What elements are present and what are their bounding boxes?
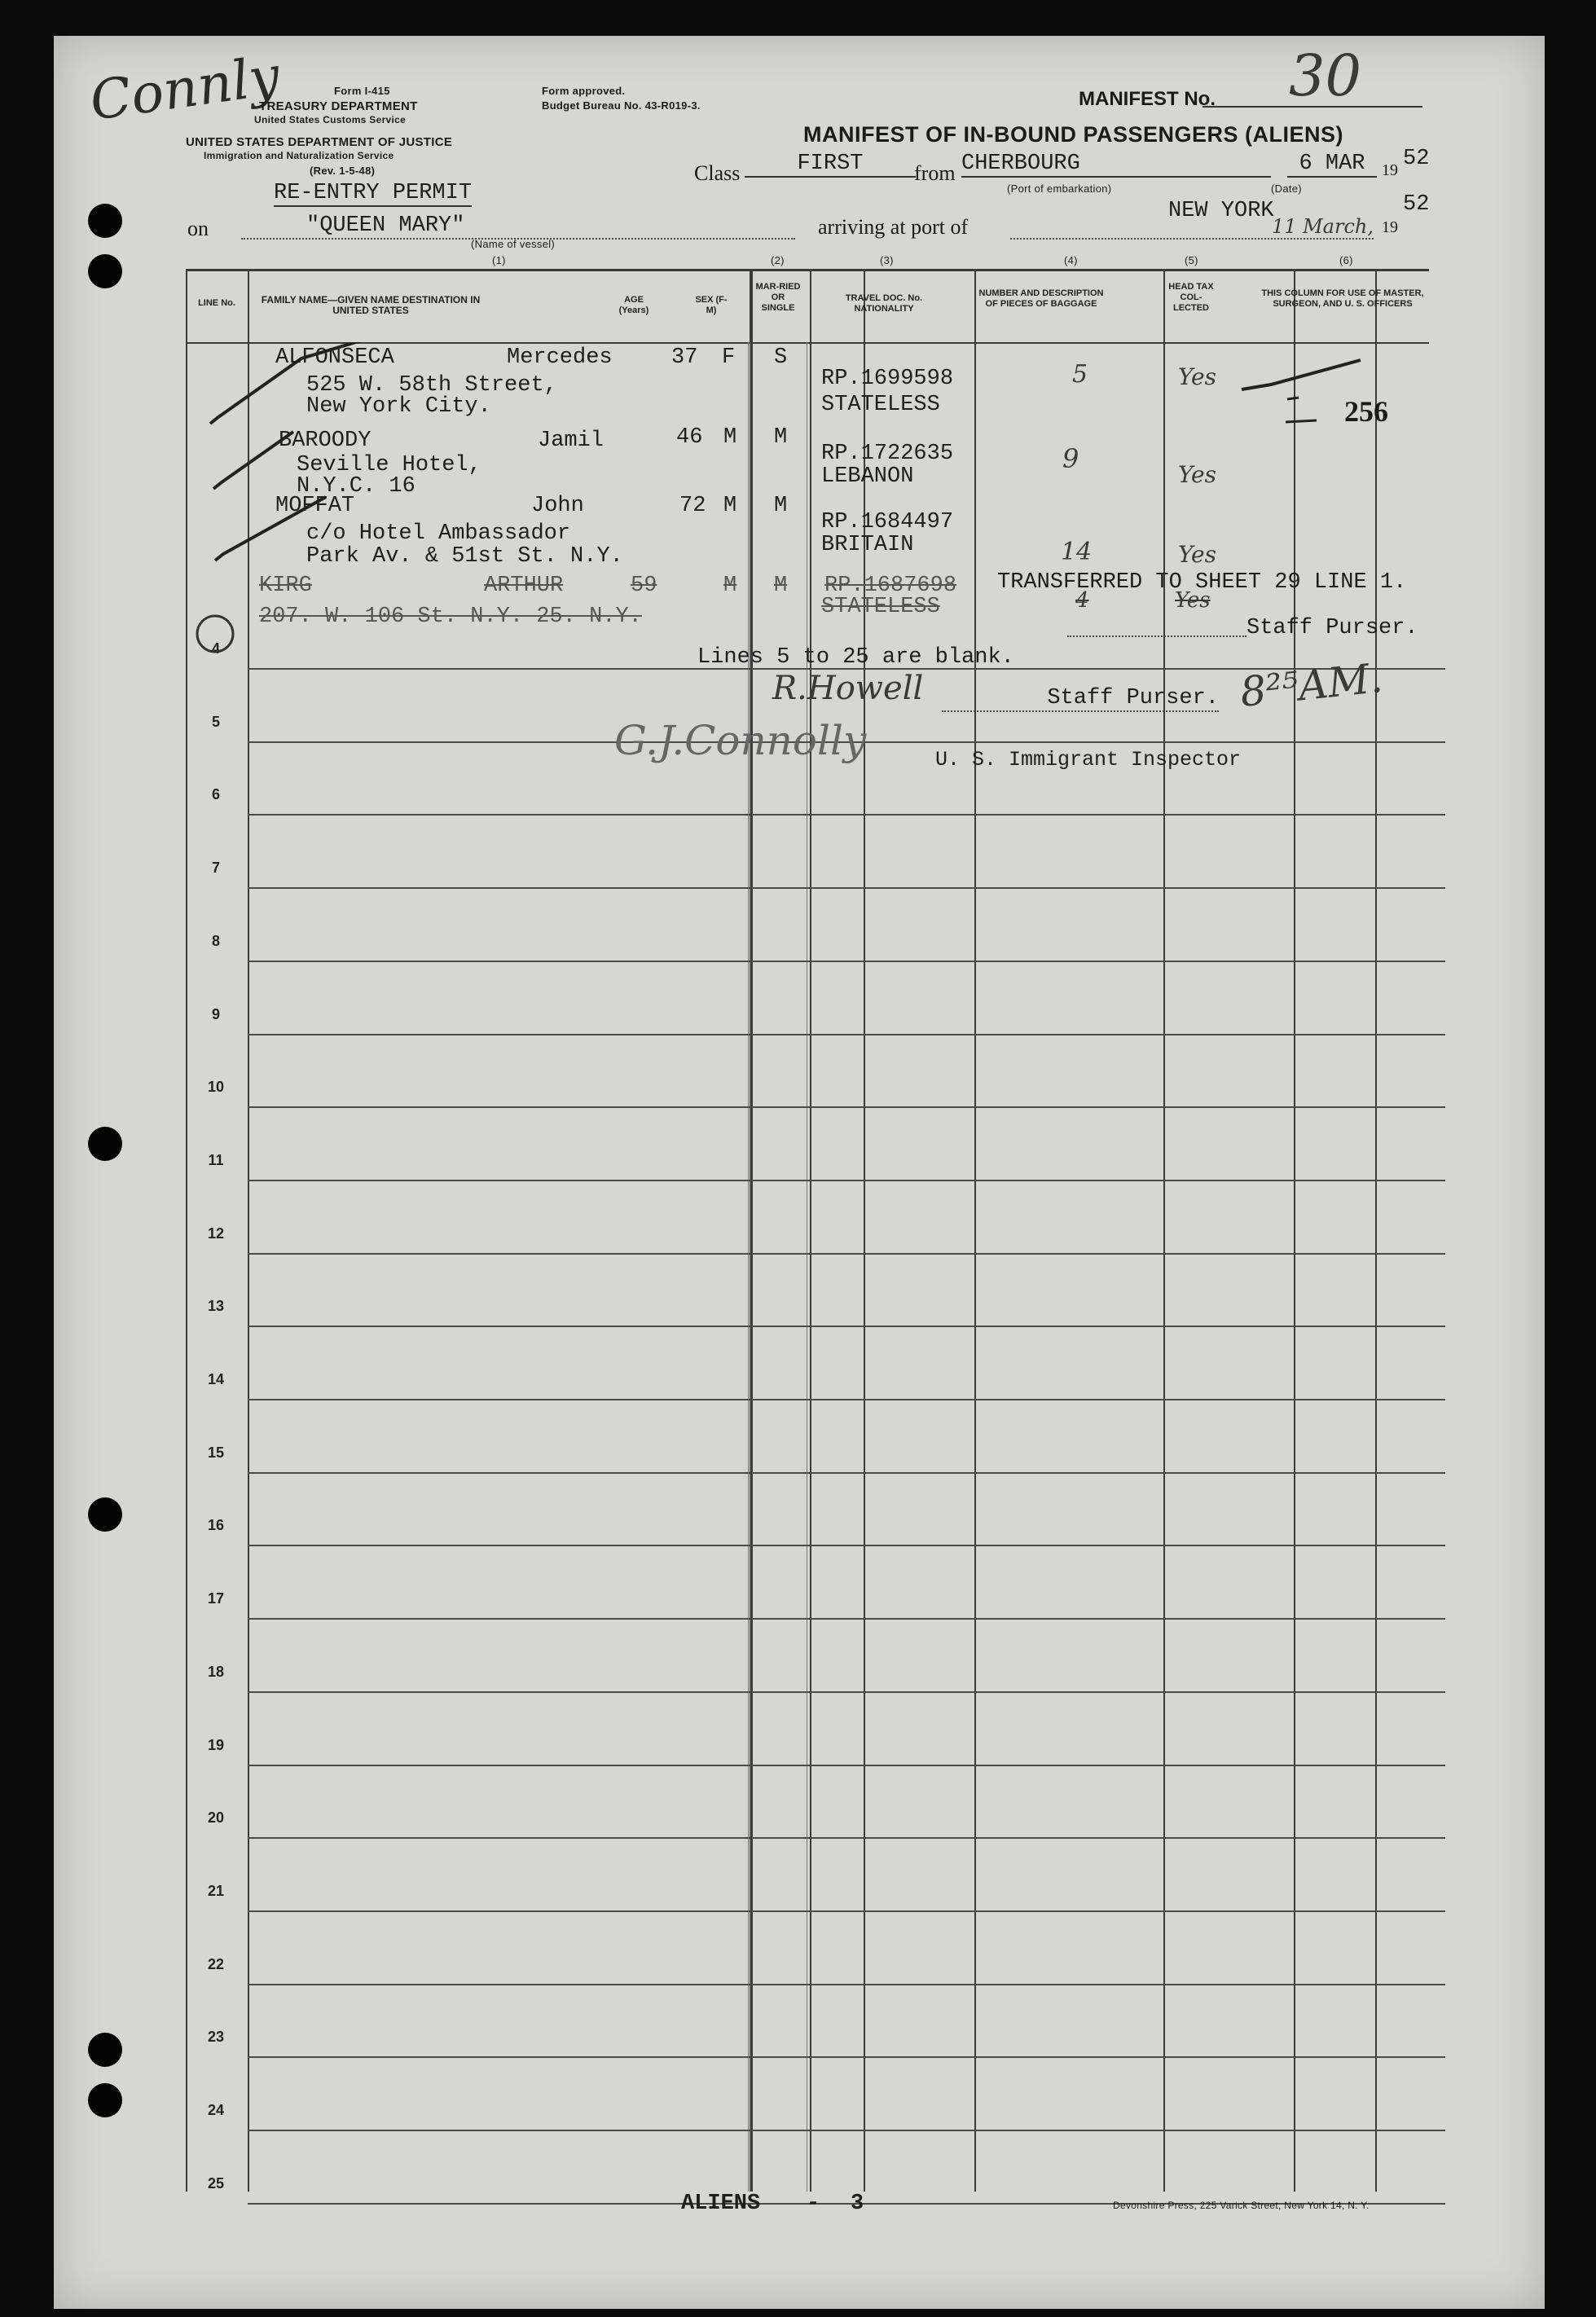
row-rule	[248, 1472, 1445, 1474]
row-rule	[248, 1984, 1445, 1985]
binder-hole	[88, 204, 122, 238]
row-rule	[248, 2130, 1445, 2131]
arrival-year-prefix: 19	[1382, 218, 1398, 236]
row-rule	[248, 1253, 1445, 1255]
line-number: 22	[207, 1956, 225, 1972]
agency-justice: UNITED STATES DEPARTMENT OF JUSTICE	[186, 135, 453, 149]
header-sex: SEX (F-M)	[695, 295, 728, 315]
passenger-2-tax: Yes	[1178, 461, 1216, 488]
passenger-3-nationality: BRITAIN	[821, 533, 914, 557]
passenger-1-given: Mercedes	[507, 345, 613, 370]
arrival-time: 8²⁵AM.	[1238, 654, 1385, 716]
struck-sex: M	[723, 574, 737, 598]
passenger-3-doc: RP.1684497	[821, 510, 954, 534]
line-number: 20	[207, 1809, 225, 1826]
binder-hole	[88, 1497, 122, 1532]
column-number: (5)	[1185, 254, 1198, 266]
passenger-3-surname: MOFFAT	[275, 494, 355, 518]
on-label: on	[187, 217, 209, 240]
passenger-1-age: 37	[671, 345, 698, 370]
passenger-1-baggage: 5	[1072, 360, 1088, 389]
passenger-3-married: M	[774, 494, 788, 518]
header-officers: THIS COLUMN FOR USE OF MASTER, SURGEON, AND U. S. OFFICERS	[1261, 288, 1424, 309]
binder-hole	[88, 254, 122, 288]
passenger-2-baggage: 9	[1062, 443, 1079, 474]
line-4-circle-icon	[192, 611, 238, 657]
passenger-3-tax: Yes	[1178, 541, 1216, 568]
row-rule	[248, 1765, 1445, 1766]
row-rule	[248, 1837, 1445, 1839]
row-rule	[248, 1034, 1445, 1035]
check-mark-icon	[213, 432, 293, 489]
struck-surname: KIRG	[259, 574, 312, 598]
row-rule	[248, 1545, 1445, 1546]
check-mark-icon	[210, 342, 367, 424]
line-number: 19	[207, 1737, 225, 1753]
line-number: 11	[208, 1152, 224, 1168]
arrival-year: 52	[1403, 192, 1430, 217]
line-number: 18	[207, 1664, 225, 1680]
passenger-3-addr1: c/o Hotel Ambassador	[306, 521, 571, 546]
agency-ins: Immigration and Naturalization Service	[204, 150, 394, 161]
footer-page: 3	[851, 2192, 864, 2216]
struck-tax: Yes	[1175, 588, 1211, 613]
passenger-2-given: Jamil	[538, 429, 605, 453]
row-rule	[248, 1180, 1445, 1181]
passenger-3-baggage: 14	[1061, 538, 1093, 566]
header-head-tax: HEAD TAX COL-LECTED	[1168, 282, 1214, 313]
manifest-number-label: MANIFEST No.	[1079, 88, 1216, 110]
header-age: AGE (Years)	[618, 295, 649, 315]
blank-lines-note: Lines 5 to 25 are blank.	[697, 645, 1014, 670]
inspector-signature: G.J.Connolly	[614, 717, 867, 764]
passenger-3-given: John	[531, 494, 584, 518]
form-number: Form I-415	[334, 85, 390, 97]
passenger-1-married: S	[774, 345, 788, 370]
row-rule	[248, 1326, 1445, 1327]
year-prefix: 19	[1382, 161, 1398, 179]
struck-nationality: STATELESS	[821, 595, 940, 619]
passenger-2-sex: M	[723, 425, 737, 450]
class-value: FIRST	[745, 152, 916, 178]
struck-baggage: 4	[1075, 588, 1089, 613]
from-label: from	[914, 161, 956, 185]
column-number: (6)	[1339, 254, 1353, 266]
row-rule	[248, 887, 1445, 889]
footer-dash: -	[807, 2192, 820, 2216]
struck-given: ARTHUR	[484, 574, 564, 598]
row-rule	[248, 961, 1445, 962]
struck-doc: RP.1687698	[824, 574, 957, 598]
line-number: 23	[207, 2029, 225, 2045]
line-number: 8	[211, 933, 220, 949]
passenger-1-addr1: 525 W. 58th Street,	[306, 373, 557, 398]
officer-check-icon	[1238, 357, 1369, 430]
agency-treasury: TREASURY DEPARTMENT	[259, 99, 418, 113]
column-number: (2)	[771, 254, 785, 266]
row-rule	[248, 1691, 1445, 1693]
passenger-2-married: M	[774, 425, 788, 450]
passenger-1-officer-note: 256	[1344, 395, 1388, 428]
passenger-2-addr1: Seville Hotel,	[297, 453, 481, 477]
port-caption: (Port of embarkation)	[1007, 182, 1112, 195]
embarkation-date: 6 MAR	[1287, 152, 1377, 178]
binder-hole	[88, 1127, 122, 1161]
passenger-1-doc: RP.1699598	[821, 367, 954, 391]
inspector-label: U. S. Immigrant Inspector	[935, 748, 1242, 772]
header-married: MAR-RIED OR SINGLE	[755, 282, 801, 313]
check-marks	[204, 342, 660, 587]
passenger-1-addr2: New York City.	[306, 394, 491, 419]
line-number: 5	[211, 714, 220, 730]
line-number: 4	[211, 640, 220, 657]
row-rule	[248, 1106, 1445, 1108]
passenger-2-doc: RP.1722635	[821, 442, 954, 466]
row-rule	[248, 1399, 1445, 1400]
header-line-no: LINE No.	[198, 298, 235, 308]
row-rule	[248, 1910, 1445, 1912]
line-number: 17	[207, 1590, 225, 1607]
passenger-1-nationality: STATELESS	[821, 393, 940, 417]
arriving-label: arriving at port of	[818, 215, 969, 239]
column-number: (4)	[1064, 254, 1078, 266]
header-name: FAMILY NAME—GIVEN NAME DESTINATION IN UNITED STATES	[261, 294, 481, 316]
struck-address: 207. W. 106 St. N.Y. 25. N.Y.	[259, 605, 642, 629]
transferred-purser: Staff Purser.	[1246, 616, 1418, 640]
agency-customs: United States Customs Service	[254, 114, 407, 125]
permit-type: RE-ENTRY PERMIT	[274, 181, 473, 205]
line-number: 6	[211, 786, 220, 802]
vessel-caption: (Name of vessel)	[471, 238, 556, 250]
passenger-2-age: 46	[676, 425, 703, 450]
passenger-2-surname: BAROODY	[279, 429, 372, 453]
transferred-note: TRANSFERRED TO SHEET 29 LINE 1.	[997, 570, 1407, 595]
row-rule	[248, 2056, 1445, 2058]
arrival-date: 11 March,	[1010, 215, 1374, 240]
passenger-1-sex: F	[722, 345, 736, 370]
row-rule	[248, 814, 1445, 816]
page-title: MANIFEST OF IN-BOUND PASSENGERS (ALIENS)	[803, 122, 1344, 147]
line-number: 21	[207, 1883, 225, 1899]
header-baggage: NUMBER AND DESCRIPTION OF PIECES OF BAGGAGE	[978, 288, 1104, 309]
passenger-2-nationality: LEBANON	[821, 464, 914, 489]
check-mark-icon	[215, 497, 326, 561]
line-number: 24	[207, 2102, 225, 2118]
passenger-3-addr2: Park Av. & 51st St. N.Y.	[306, 544, 623, 569]
passenger-3-sex: M	[723, 494, 737, 518]
corner-handwriting: Connly	[86, 44, 284, 133]
port-of-embarkation: CHERBOURG	[961, 152, 1271, 178]
line-number: 14	[207, 1371, 225, 1387]
line-number: 25	[207, 2175, 225, 2192]
line-number: 13	[207, 1298, 225, 1314]
line-number: 16	[207, 1517, 225, 1533]
form-revision: (Rev. 1-5-48)	[310, 165, 376, 177]
header-travel-doc: TRAVEL DOC. No. NATIONALITY	[845, 293, 923, 314]
purser-signature: R.Howell	[772, 670, 924, 707]
manifest-number: 30	[1289, 42, 1362, 109]
line-number: 7	[211, 860, 220, 876]
line-number: 12	[207, 1225, 225, 1242]
column-number: (3)	[880, 254, 894, 266]
struck-age: 59	[631, 574, 657, 598]
purser-label: Staff Purser.	[942, 686, 1219, 712]
vessel-name: "QUEEN MARY"	[241, 213, 795, 240]
passenger-3-age: 72	[679, 494, 706, 518]
column-number: (1)	[492, 254, 506, 266]
arrival-port: NEW YORK	[1168, 199, 1274, 223]
binder-hole	[88, 2083, 122, 2117]
line-number: 9	[211, 1006, 220, 1022]
footer-form-name: ALIENS	[681, 2192, 761, 2216]
binder-hole	[88, 2033, 122, 2067]
passenger-1-tax: Yes	[1178, 363, 1216, 390]
class-label: Class	[694, 161, 741, 185]
budget-bureau: Budget Bureau No. 43-R019-3.	[542, 99, 701, 112]
year: 52	[1403, 147, 1430, 171]
passenger-1-surname: ALFONSECA	[275, 345, 394, 370]
footer-printer: Devonshire Press, 225 Varick Street, New York 14, N. Y.	[1113, 2200, 1370, 2211]
row-rule	[248, 1618, 1445, 1620]
form-approved: Form approved.	[542, 85, 626, 97]
struck-married: M	[774, 574, 788, 598]
passenger-2-addr2: N.Y.C. 16	[297, 474, 415, 499]
date-caption: (Date)	[1271, 182, 1302, 195]
line-number: 10	[207, 1079, 225, 1095]
line-number: 15	[207, 1444, 225, 1461]
transferred-dots	[1067, 635, 1246, 637]
